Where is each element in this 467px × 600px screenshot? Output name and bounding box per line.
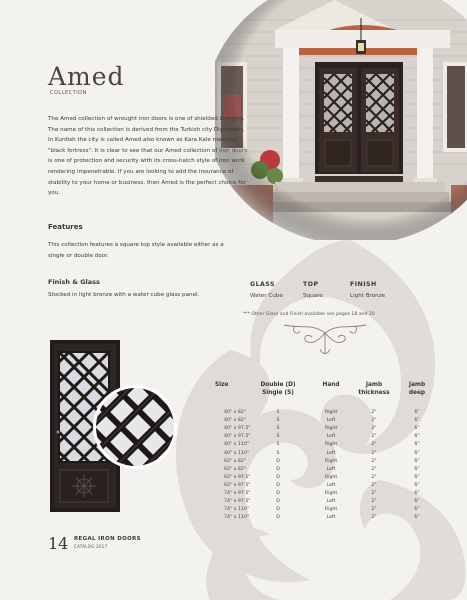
table-cell: 2" — [371, 426, 377, 432]
table-row — [215, 515, 445, 523]
table-cell: Left — [326, 515, 336, 521]
table-row — [215, 483, 445, 491]
table-cell: 2" — [371, 458, 377, 464]
column-header-type: Double (D) Single (S) — [260, 382, 296, 396]
table-row — [215, 451, 445, 459]
table-cell: 6" — [414, 466, 420, 472]
table-cell: D — [276, 458, 280, 464]
table-cell: 6" — [414, 450, 420, 456]
table-cell: 6" — [414, 442, 420, 448]
table-cell: Left — [326, 482, 336, 488]
table-cell: 2" — [371, 410, 377, 415]
spec-top — [303, 281, 323, 299]
table-cell: 74" x 110" — [224, 507, 249, 513]
table-cell: S — [276, 434, 280, 440]
spec-label: GLASS — [250, 281, 275, 288]
table-cell: 6" — [414, 434, 420, 440]
options-note: *** Other Glass and Finish available see pages 18 and 20 — [243, 312, 375, 317]
column-header-hand: Hand — [322, 382, 340, 388]
table-cell: 2" — [371, 474, 377, 480]
collection-subtitle: COLLECTION — [50, 90, 87, 96]
table-cell: 2" — [371, 507, 377, 513]
table-cell: Right — [324, 426, 338, 432]
table-cell: D — [276, 466, 280, 472]
table-row — [215, 507, 445, 515]
table-cell: 6" — [414, 507, 420, 513]
table-cell: Right — [324, 410, 338, 415]
finish-glass-heading: Finish & Glass — [48, 278, 100, 286]
table-cell: 2" — [371, 434, 377, 440]
table-cell: 6" — [414, 458, 420, 464]
table-cell: Right — [324, 507, 338, 513]
table-cell: 6" — [414, 426, 420, 432]
table-cell: 2" — [371, 450, 377, 456]
table-cell: 62" x 82" — [224, 458, 246, 464]
spec-finish — [350, 281, 385, 299]
table-cell: S — [276, 410, 280, 415]
spec-value: Square — [303, 293, 323, 299]
table-row — [215, 410, 445, 418]
table-cell: S — [276, 442, 280, 448]
table-cell: Right — [324, 491, 338, 496]
table-cell: D — [276, 491, 280, 496]
table-cell: Left — [326, 418, 336, 424]
table-cell: 74" x 97.5" — [224, 499, 251, 505]
table-row — [215, 499, 445, 507]
table-cell: D — [276, 474, 280, 480]
table-cell: 6" — [414, 410, 420, 415]
finish-glass-text: Stocked in light bronze with a water cube glass panel. — [48, 292, 200, 298]
brand-name: REGAL IRON DOORS — [74, 536, 141, 542]
table-cell: S — [276, 450, 280, 456]
table-row — [215, 475, 445, 483]
spec-label: FINISH — [350, 281, 377, 288]
table-row — [215, 467, 445, 475]
table-cell: 6" — [414, 474, 420, 480]
spec-label: TOP — [303, 281, 319, 288]
table-row — [215, 491, 445, 499]
table-cell: 40" x 97.5" — [224, 426, 251, 432]
features-heading: Features — [48, 223, 83, 231]
table-row — [215, 442, 445, 450]
features-text: This collection features a square top style available either as a single or double door. — [48, 242, 224, 259]
table-cell: 6" — [414, 418, 420, 424]
table-row — [215, 459, 445, 467]
table-cell: 62" x 97.5" — [224, 482, 251, 488]
column-header-size: Size — [215, 382, 229, 388]
table-cell: Right — [324, 474, 338, 480]
table-cell: 62" x 97.5" — [224, 474, 251, 480]
table-row — [215, 426, 445, 434]
table-cell: Left — [326, 499, 336, 505]
house-entrance-photo — [215, 0, 467, 240]
table-cell: 6" — [414, 491, 420, 496]
scroll-divider-icon — [282, 319, 368, 359]
table-row — [215, 418, 445, 426]
spec-value: Water Cube — [250, 293, 283, 299]
table-cell: D — [276, 507, 280, 513]
table-cell: 2" — [371, 466, 377, 472]
table-cell: S — [276, 426, 280, 432]
table-cell: 40" x 82" — [224, 410, 246, 415]
table-cell: Left — [326, 450, 336, 456]
page-number: 14 — [48, 534, 69, 553]
table-cell: 6" — [414, 499, 420, 505]
table-cell: 40" x 97.5" — [224, 434, 251, 440]
table-cell: Right — [324, 458, 338, 464]
collection-title: Amed — [48, 62, 125, 91]
table-cell: 6" — [414, 482, 420, 488]
table-cell: 2" — [371, 491, 377, 496]
table-cell: 2" — [371, 515, 377, 521]
table-cell: S — [276, 418, 280, 424]
table-cell: 2" — [371, 418, 377, 424]
table-cell: 74" x 97.5" — [224, 491, 251, 496]
table-cell: 74" x 110" — [224, 515, 249, 521]
table-cell: 2" — [371, 499, 377, 505]
catalog-label: CATALOG 2017 — [74, 544, 108, 549]
column-header-jamb-thickness: Jamb thickness — [358, 382, 390, 396]
table-cell: 40" x 110" — [224, 442, 249, 448]
table-cell: 6" — [414, 515, 420, 521]
table-cell: 2" — [371, 442, 377, 448]
table-cell: Left — [326, 434, 336, 440]
intro-paragraph: The Amed collection of wrought iron doors is one of shielded integrity. The name of this collection is derived from the Turkish city Diyarbakir. In Kurdish the city is called Amed also known as Kara Kale meaning "black fortress". It is clear to see that our Amed collection of iron doors is one of protection and security with its cross-hatch style of iron work rendering impenetrable. If you are looking to add the insurance of stability to your home or business, then Amed is the perfect choice for you. — [48, 116, 248, 197]
column-header-jamb-deep: Jamb deep — [408, 382, 426, 396]
table-cell: 2" — [371, 482, 377, 488]
table-cell: Right — [324, 442, 338, 448]
table-cell: Left — [326, 466, 336, 472]
table-cell: 62" x 82" — [224, 466, 246, 472]
table-cell: 40" x 110" — [224, 450, 249, 456]
table-cell: D — [276, 499, 280, 505]
table-cell: D — [276, 482, 280, 488]
spec-value: Light Bronze — [350, 293, 386, 299]
table-cell: 40" x 82" — [224, 418, 246, 424]
spec-glass — [250, 281, 283, 299]
table-cell: D — [276, 515, 280, 521]
glass-detail-zoom — [93, 385, 177, 469]
